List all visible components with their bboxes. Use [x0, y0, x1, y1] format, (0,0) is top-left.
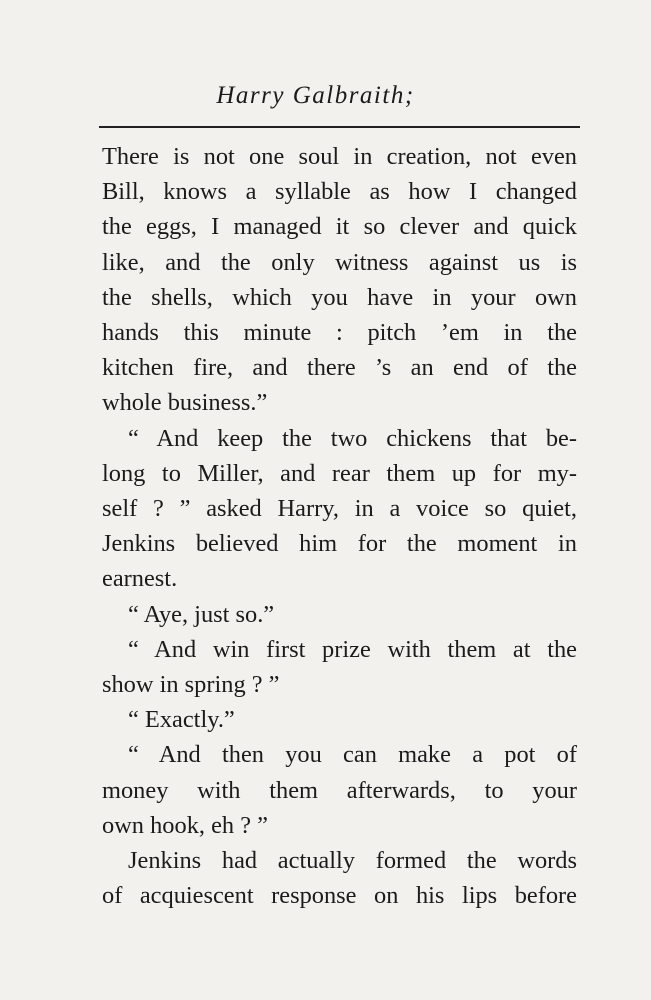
text-line: own hook, eh ? ” — [102, 811, 268, 839]
text-line: money with them afterwards, to your — [102, 776, 577, 804]
paragraph — [102, 597, 577, 632]
text-line: “ Aye, just so.” — [128, 600, 275, 628]
body-text — [102, 139, 577, 913]
text-line: kitchen fire, and there ’s an end of the — [102, 354, 577, 382]
paragraph — [102, 139, 577, 421]
text-line: self ? ” asked Harry, in a voice so quiet, — [102, 495, 577, 523]
text-line: earnest. — [102, 565, 178, 593]
running-head: Harry Galbraith; — [216, 82, 415, 109]
text-line: “ And win first prize with them at the — [128, 635, 577, 663]
text-line: of acquiescent response on his lips before — [102, 882, 577, 910]
text-line: like, and the only witness against us is — [102, 248, 577, 276]
text-line: “ And then you can make a pot of — [128, 741, 577, 769]
paragraph — [102, 421, 577, 597]
text-line: “ And keep the two chickens that be- — [128, 424, 577, 452]
text-line: “ Exactly.” — [128, 706, 235, 734]
header-rule — [99, 126, 580, 128]
text-line: Jenkins believed him for the moment in — [102, 530, 577, 558]
paragraph — [102, 737, 577, 843]
text-line: the eggs, I managed it so clever and quick — [102, 213, 577, 241]
text-line: long to Miller, and rear them up for my- — [102, 459, 577, 487]
text-line: the shells, which you have in your own — [102, 283, 577, 311]
paragraph — [102, 843, 577, 913]
text-line: hands this minute : pitch ’em in the — [102, 319, 577, 347]
text-line: whole business.” — [102, 389, 268, 417]
text-line: There is not one soul in creation, not even — [102, 143, 577, 170]
text-line: Jenkins had actually formed the words — [128, 847, 577, 875]
text-line: Bill, knows a syllable as how I changed — [102, 178, 577, 206]
text-line: show in spring ? ” — [102, 671, 280, 699]
paragraph — [102, 632, 577, 702]
paragraph — [102, 702, 577, 737]
